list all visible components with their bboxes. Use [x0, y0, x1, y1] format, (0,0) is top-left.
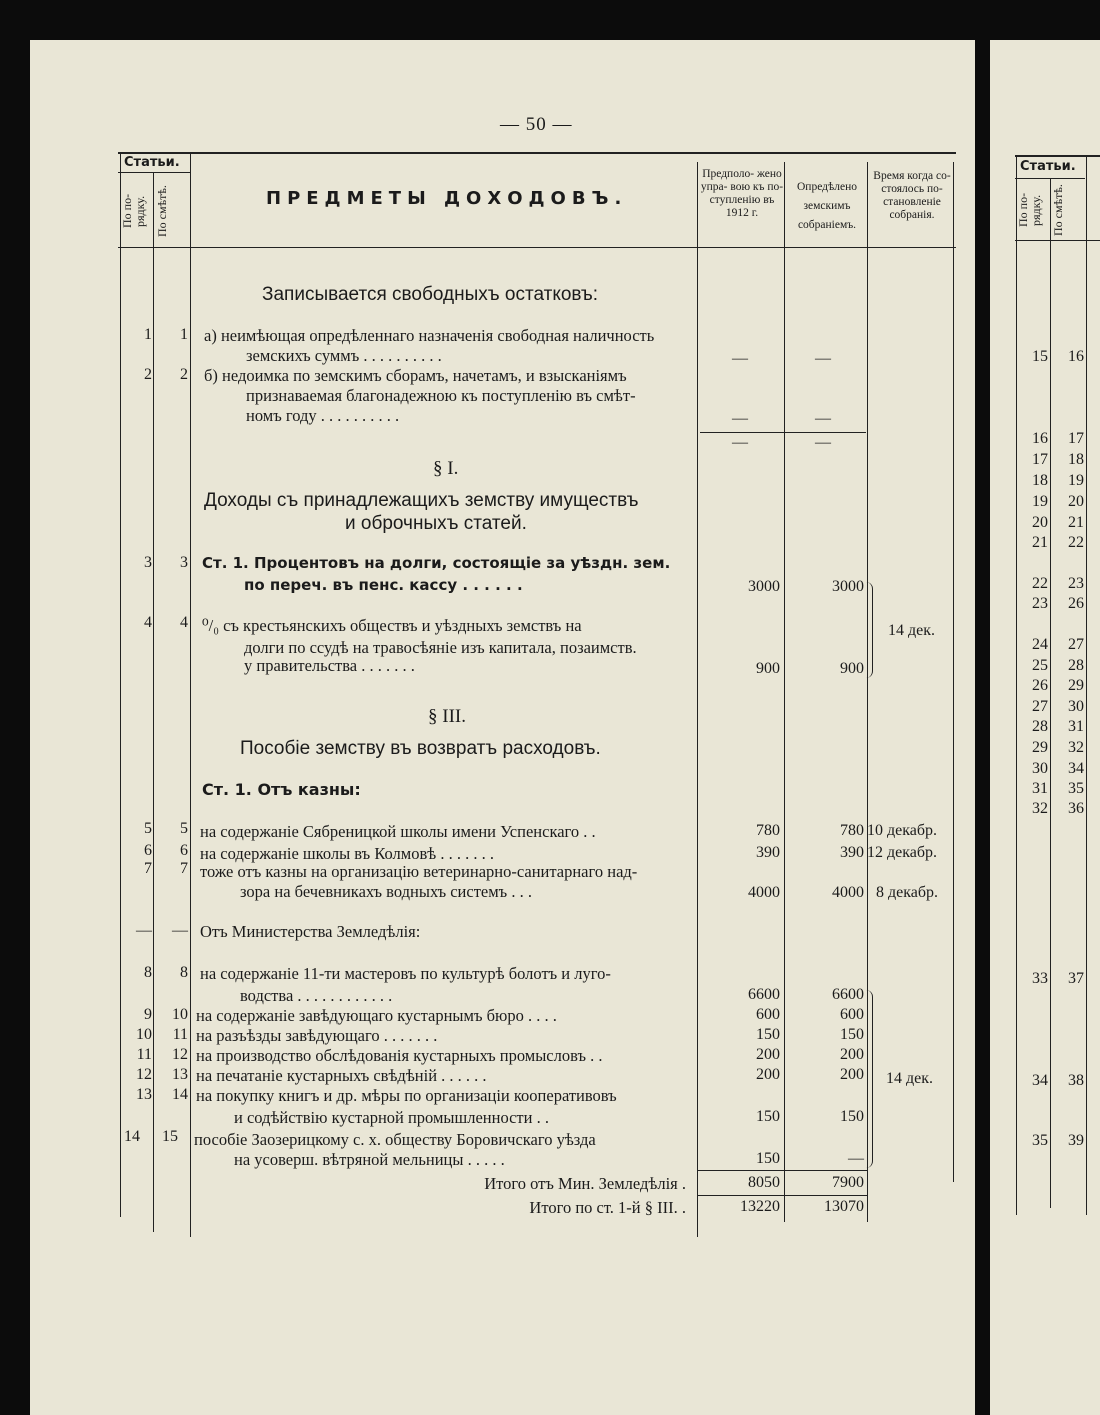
- next-row-n2: 23: [1068, 575, 1084, 592]
- next-row-n2: 32: [1068, 739, 1084, 756]
- next-row-n2: 19: [1068, 472, 1084, 489]
- min-row-n2: —: [172, 922, 188, 939]
- row7-line1: тоже отъ казны на организацію ветеринарно-санитарнаго над-: [200, 862, 638, 881]
- next-row-n1: 18: [1032, 472, 1048, 489]
- row13-n2: 14: [172, 1086, 188, 1103]
- header-title: ПРЕДМЕТЫ ДОХОДОВЪ.: [266, 188, 628, 209]
- row6-line1: на содержаніе школы въ Колмовѣ . . . . . . .: [200, 844, 494, 863]
- row8-v1: 6600: [748, 986, 780, 1003]
- next-row-n2: 28: [1068, 657, 1084, 674]
- next-row-n1: 33: [1032, 970, 1048, 987]
- row2-underline: [700, 432, 866, 433]
- total-min-v1: 8050: [748, 1174, 780, 1191]
- col-line-left: [120, 152, 121, 1217]
- next-row-n1: 22: [1032, 575, 1048, 592]
- row14-line1: пособіе Заозерицкому с. х. обществу Боровичскаго уѣзда: [194, 1130, 596, 1149]
- row4-line3: у правительства . . . . . . .: [244, 656, 415, 675]
- row11-v1: 200: [756, 1046, 780, 1063]
- row9-n1: 9: [144, 1006, 152, 1023]
- row6-n1: 6: [144, 842, 152, 859]
- dash-row-v2: —: [815, 434, 831, 451]
- row1-v1: —: [732, 350, 748, 367]
- row13-v1: 150: [756, 1108, 780, 1125]
- row5-n1: 5: [144, 820, 152, 837]
- row5-v2: 780: [840, 822, 864, 839]
- row8-n2: 8: [180, 964, 188, 981]
- next-table-top: [1015, 155, 1100, 157]
- next-row-n2: 34: [1068, 760, 1084, 777]
- section-I-title-line1: Доходы съ принадлежащихъ земству имуществъ: [204, 490, 639, 511]
- row11-n2: 12: [172, 1046, 188, 1063]
- row4-line1: ⁰/₀ съ крестьянскихъ обществъ и уѣздныхъ земствъ на: [202, 616, 582, 635]
- row7-line2: зора на бечевникахъ водныхъ системъ . . .: [240, 882, 532, 901]
- row10-v1: 150: [756, 1026, 780, 1043]
- row5-date: 10 декабр.: [867, 822, 938, 839]
- row12-v1: 200: [756, 1066, 780, 1083]
- next-row-n1: 26: [1032, 677, 1048, 694]
- row6-v2: 390: [840, 844, 864, 861]
- next-row-n2: 39: [1068, 1132, 1084, 1149]
- row12-n2: 13: [172, 1066, 188, 1083]
- row4-line2: долги по ссудѣ на травосѣяніе изъ капитала, позаимств.: [244, 638, 637, 657]
- row3-n1: 3: [144, 554, 152, 571]
- row4-n1: 4: [144, 614, 152, 631]
- row10-line1: на разъѣзды завѣдующаго . . . . . . .: [196, 1026, 438, 1045]
- next-row-n2: 18: [1068, 451, 1084, 468]
- next-row-n1: 23: [1032, 595, 1048, 612]
- row7-n2: 7: [180, 860, 188, 877]
- total-st-line: [697, 1195, 867, 1196]
- row7-n1: 7: [144, 860, 152, 877]
- row13-line1: на покупку книгъ и др. мѣры по организаціи кооперативовъ: [196, 1086, 617, 1105]
- total-st-v1: 13220: [740, 1198, 780, 1215]
- next-row-n2: 20: [1068, 493, 1084, 510]
- next-row-n1: 32: [1032, 800, 1048, 817]
- section-III-title: Пособіе земству въ возвратъ расходовъ.: [240, 738, 601, 759]
- row13-n1: 13: [136, 1086, 152, 1103]
- next-row-n2: 30: [1068, 698, 1084, 715]
- next-row-n2: 22: [1068, 534, 1084, 551]
- total-min-v2: 7900: [832, 1174, 864, 1191]
- row2-line1: б) недоимка по земскимъ сборамъ, начетамъ, и взысканіямъ: [204, 366, 627, 385]
- row1-v2: —: [815, 350, 831, 367]
- row2-line3: номъ году . . . . . . . . . .: [246, 406, 400, 425]
- brace-section-I-date: 14 дек.: [888, 622, 936, 639]
- row14-n2: 15: [162, 1128, 178, 1145]
- next-row-n2: 27: [1068, 636, 1084, 653]
- row13-v2: 150: [840, 1108, 864, 1125]
- row8-line1: на содержаніе 11-ти мастеровъ по культурѣ болотъ и луго-: [200, 964, 611, 983]
- next-row-n1: 29: [1032, 739, 1048, 756]
- section-I-mark: § I.: [433, 458, 459, 479]
- row14-line2: на усоверш. вѣтряной мельницы . . . . .: [234, 1150, 505, 1169]
- row10-n2: 11: [172, 1026, 188, 1043]
- next-row-n2: 36: [1068, 800, 1084, 817]
- col-line-n2: [190, 152, 191, 1237]
- header-bottom-border: [118, 247, 956, 248]
- row14-v2: —: [848, 1150, 864, 1167]
- next-col-n1: [1050, 178, 1051, 1208]
- row1-line2: земскихъ суммъ . . . . . . . . . .: [246, 346, 442, 365]
- row11-n1: 11: [136, 1046, 152, 1063]
- next-header-po-poryadku: По по- рядку.: [1016, 192, 1043, 228]
- next-row-n1: 16: [1032, 430, 1048, 447]
- total-st-label: Итого по ст. 1-й § III. .: [529, 1198, 686, 1217]
- next-row-n1: 21: [1032, 534, 1048, 551]
- st1-kazna-heading: Ст. 1. Отъ казны:: [202, 780, 361, 799]
- row3-v2: 3000: [832, 578, 864, 595]
- table-top-border: [118, 152, 956, 154]
- row9-v2: 600: [840, 1006, 864, 1023]
- row5-n2: 5: [180, 820, 188, 837]
- stati-divider: [118, 172, 190, 173]
- next-row-n1: 24: [1032, 636, 1048, 653]
- row6-v1: 390: [756, 844, 780, 861]
- next-row-n1: 35: [1032, 1132, 1048, 1149]
- row2-n2: 2: [180, 366, 188, 383]
- row1-n1: 1: [144, 326, 152, 343]
- row11-v2: 200: [840, 1046, 864, 1063]
- brace-ministry: [866, 990, 873, 1168]
- row10-n1: 10: [136, 1026, 152, 1043]
- header-col-predpolozheno: Предполо- жено упра- вою къ по- ступленію въ 1912 г.: [700, 168, 784, 219]
- header-col-vremya: Время когда со- стоялось по- становленіе собранія.: [873, 170, 951, 221]
- next-row-n2: 26: [1068, 595, 1084, 612]
- next-header-stati: Статьи.: [1020, 159, 1076, 174]
- row9-n2: 10: [172, 1006, 188, 1023]
- next-row-n2: 17: [1068, 430, 1084, 447]
- next-row-n2: 31: [1068, 718, 1084, 735]
- next-row-n1: 34: [1032, 1072, 1048, 1089]
- row5-line1: на содержаніе Сябреницкой школы имени Успенскаго . .: [200, 822, 596, 841]
- row14-n1: 14: [124, 1128, 140, 1145]
- min-row-n1: —: [136, 922, 152, 939]
- next-row-n1: 27: [1032, 698, 1048, 715]
- row7-date: 8 декабр.: [876, 884, 939, 901]
- row6-n2: 6: [180, 842, 188, 859]
- section-I-title-line2: и оброчныхъ статей.: [345, 513, 527, 534]
- row2-v2: —: [815, 410, 831, 427]
- row5-v1: 780: [756, 822, 780, 839]
- total-min-label: Итого отъ Мин. Земледѣлія .: [484, 1174, 686, 1193]
- next-row-n2: 38: [1068, 1072, 1084, 1089]
- section-III-mark: § III.: [428, 706, 466, 727]
- header-col-opredeleno: Опредѣлено земскимъ собраніемъ.: [796, 181, 857, 231]
- row1-line1: а) неимѣющая опредѣленнаго назначенія свободная наличность: [204, 326, 655, 345]
- next-col-n2: [1086, 155, 1087, 1215]
- col-line-v1: [697, 162, 698, 1237]
- row4-n2: 4: [180, 614, 188, 631]
- row2-line2: признаваемая благонадежною къ поступленію въ смѣт-: [246, 386, 636, 405]
- next-col-left: [1016, 155, 1017, 1215]
- row7-v1: 4000: [748, 884, 780, 901]
- col-line-n1: [153, 172, 154, 1232]
- next-row-n2: 29: [1068, 677, 1084, 694]
- row6-date: 12 декабр.: [867, 844, 938, 861]
- row11-line1: на производство обслѣдованія кустарныхъ промысловъ . .: [196, 1046, 603, 1065]
- row3-v1: 3000: [748, 578, 780, 595]
- row7-v2: 4000: [832, 884, 864, 901]
- row8-n1: 8: [144, 964, 152, 981]
- page-number: — 50 —: [500, 114, 573, 135]
- row14-v1: 150: [756, 1150, 780, 1167]
- header-po-smete: По смѣтѣ.: [155, 185, 169, 237]
- next-header-po-smete: По смѣтѣ.: [1051, 184, 1065, 236]
- next-row-n1: 20: [1032, 514, 1048, 531]
- row3-line1: Ст. 1. Процентовъ на долги, состоящіе за уѣздн. зем.: [202, 554, 671, 572]
- total-min-line: [697, 1170, 867, 1171]
- next-row-n1: 17: [1032, 451, 1048, 468]
- row10-v2: 150: [840, 1026, 864, 1043]
- row2-v1: —: [732, 410, 748, 427]
- row12-n1: 12: [136, 1066, 152, 1083]
- row13-line2: и содѣйствію кустарной промышленности . .: [234, 1108, 549, 1127]
- row4-v2: 900: [840, 660, 864, 677]
- next-row-n1: 31: [1032, 780, 1048, 797]
- row12-line1: на печатаніе кустарныхъ свѣдѣній . . . . . .: [196, 1066, 487, 1085]
- row3-n2: 3: [180, 554, 188, 571]
- row1-n2: 1: [180, 326, 188, 343]
- col-line-right: [953, 162, 954, 1182]
- next-row-n1: 19: [1032, 493, 1048, 510]
- row3-line2: по переч. въ пенс. кассу . . . . . .: [244, 576, 523, 594]
- row4-v1: 900: [756, 660, 780, 677]
- total-st-v2: 13070: [824, 1198, 864, 1215]
- brace-section-I: [866, 582, 873, 678]
- row9-line1: на содержаніе завѣдующаго кустарнымъ бюро . . . .: [196, 1006, 557, 1025]
- row9-v1: 600: [756, 1006, 780, 1023]
- next-row-n2: 37: [1068, 970, 1084, 987]
- next-row-n1: 15: [1032, 348, 1048, 365]
- row2-n1: 2: [144, 366, 152, 383]
- row12-v2: 200: [840, 1066, 864, 1083]
- header-stati: Статьи.: [124, 155, 180, 170]
- next-row-n2: 35: [1068, 780, 1084, 797]
- min-heading: Отъ Министерства Земледѣлія:: [200, 922, 421, 941]
- section-free-balances-title: Записывается свободныхъ остатковъ:: [262, 284, 599, 305]
- next-row-n2: 21: [1068, 514, 1084, 531]
- next-row-n1: 28: [1032, 718, 1048, 735]
- next-header-bottom: [1015, 240, 1100, 241]
- row8-v2: 6600: [832, 986, 864, 1003]
- next-row-n1: 25: [1032, 657, 1048, 674]
- header-po-poryadku: По по- рядку.: [120, 193, 147, 229]
- row8-line2: водства . . . . . . . . . . . .: [240, 986, 393, 1005]
- dash-row-v1: —: [732, 434, 748, 451]
- next-row-n1: 30: [1032, 760, 1048, 777]
- next-row-n2: 16: [1068, 348, 1084, 365]
- brace-ministry-date: 14 дек.: [886, 1070, 934, 1087]
- col-line-v2: [784, 162, 785, 1222]
